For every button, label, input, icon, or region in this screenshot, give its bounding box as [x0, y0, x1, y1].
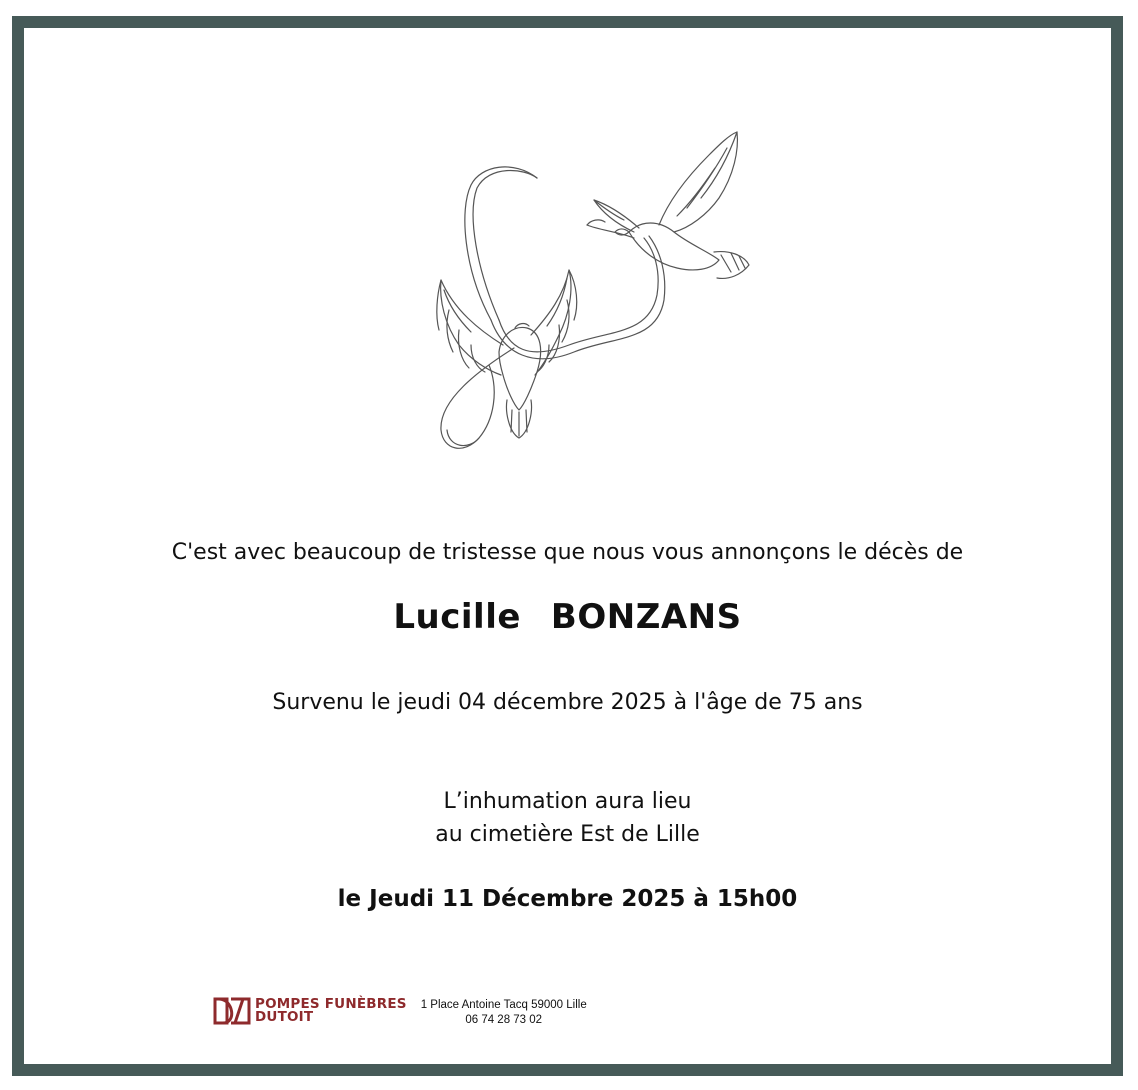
- doves-with-ribbon-icon: [419, 120, 769, 465]
- passing-text: Survenu le jeudi 04 décembre 2025 à l'âge de 75 ans: [272, 690, 863, 715]
- funeral-home-contact: [421, 998, 587, 1028]
- intro-text: C'est avec beaucoup de tristesse que nous vous annonçons le décès de: [171, 540, 964, 565]
- burial-text-line-2: au cimetière Est de Lille: [435, 822, 700, 847]
- funeral-home-logo: [213, 996, 407, 1026]
- funeral-home-address: 1 Place Antoine Tacq 59000 Lille: [420, 999, 587, 1011]
- logo-line-2: DUTOIT: [255, 1009, 314, 1025]
- deceased-last-name: BONZANS: [550, 597, 742, 637]
- deceased-name: [24, 597, 1111, 637]
- burial-text-line-1: L’inhumation aura lieu: [443, 789, 692, 814]
- logo-line-1: POMPES FUNÈBRES: [255, 996, 407, 1012]
- funeral-home-logo-icon: [213, 996, 251, 1026]
- ceremony-date: le Jeudi 11 Décembre 2025 à 15h00: [337, 886, 798, 912]
- funeral-home-footer: [213, 996, 587, 1030]
- deceased-first-name: Lucille: [393, 597, 521, 637]
- funeral-home-phone: 06 74 28 73 02: [465, 1014, 543, 1026]
- card-frame: [12, 16, 1123, 1076]
